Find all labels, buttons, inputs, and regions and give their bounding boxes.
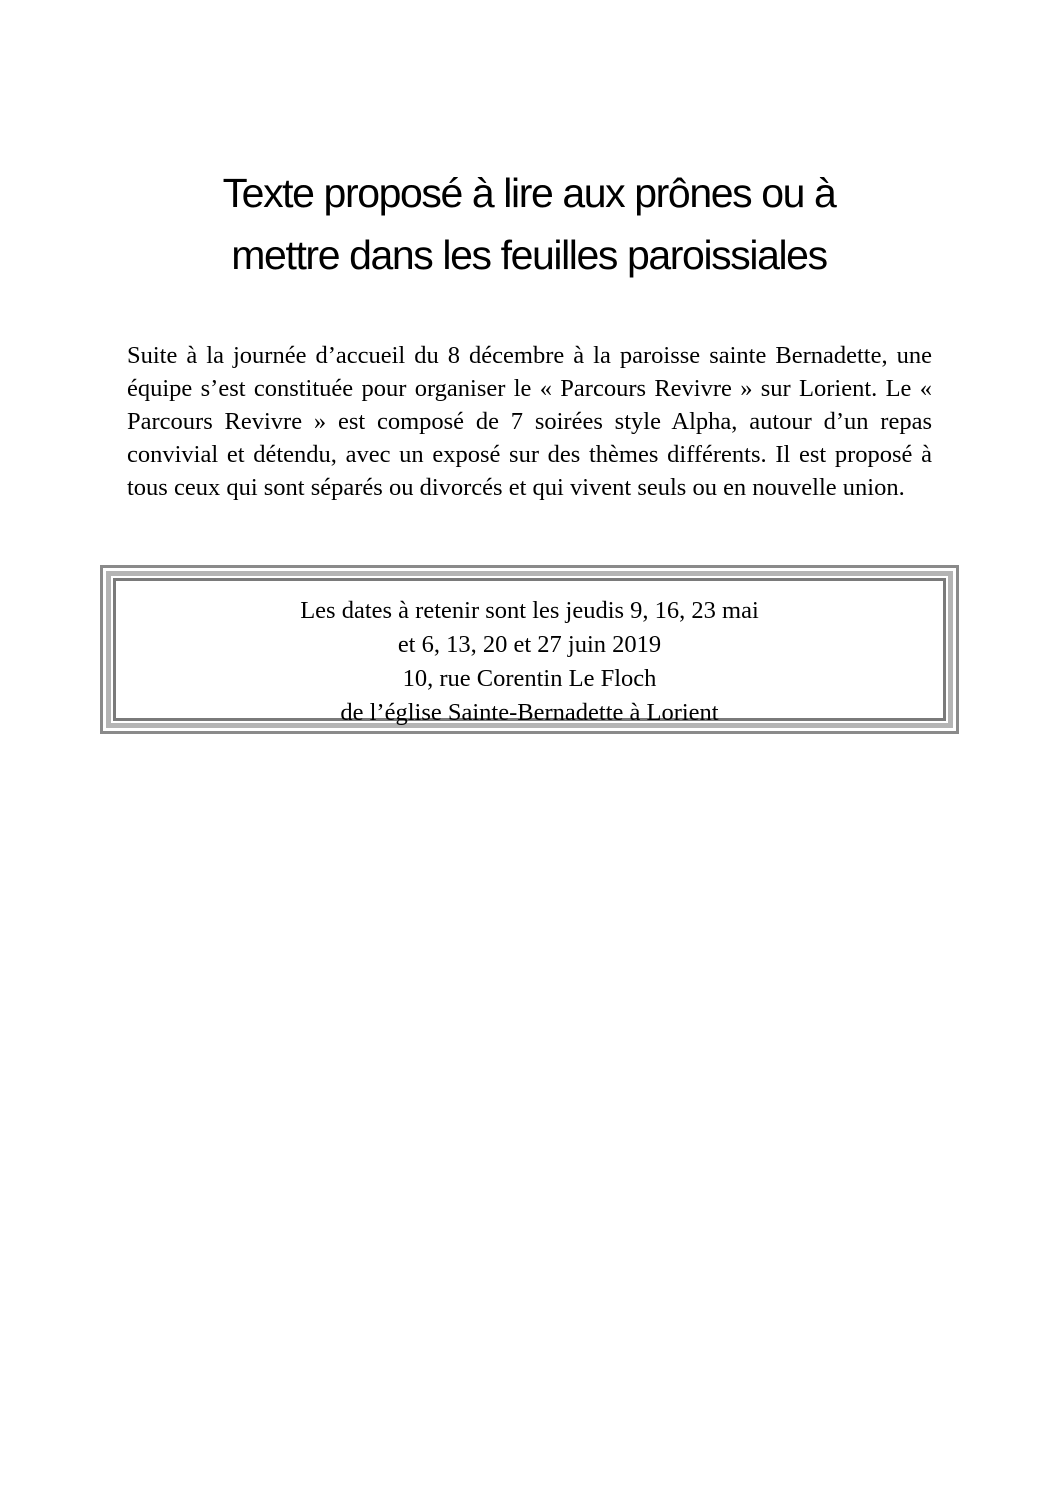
- info-june-dates-line: et 6, 13, 20 et 27 juin 2019: [397, 631, 662, 658]
- info-dates-line: Les dates à retenir sont les jeudis 9, 16, 23 mai: [300, 597, 759, 624]
- title-line-2: mettre dans les feuilles paroissiales: [231, 232, 827, 278]
- info-box-text: [116, 594, 943, 730]
- info-box-frame: [106, 571, 953, 728]
- info-box-inner: [113, 578, 946, 726]
- info-address-line: 10, rue Corentin Le Floch: [402, 665, 657, 692]
- page-title: [100, 162, 958, 286]
- info-box: [100, 565, 959, 734]
- info-church-line: de l’église Sainte-Bernadette à Lorient: [340, 699, 719, 726]
- title-line-1: Texte proposé à lire aux prônes ou à: [222, 170, 836, 216]
- announcement-paragraph: Suite à la journée d’accueil du 8 décembre à la paroisse sainte Bernadette, une équipe s’est constituée pour organiser le « Parcours Revivre » sur Lorient. Le « Parcours Revivre » est composé de 7 soirées style Alpha, autour d’un repas convivial et détendu, avec un exposé sur des thèmes différents. Il est proposé à tous ceux qui sont séparés ou divorcés et qui vivent seuls ou en nouvelle union.: [127, 342, 932, 501]
